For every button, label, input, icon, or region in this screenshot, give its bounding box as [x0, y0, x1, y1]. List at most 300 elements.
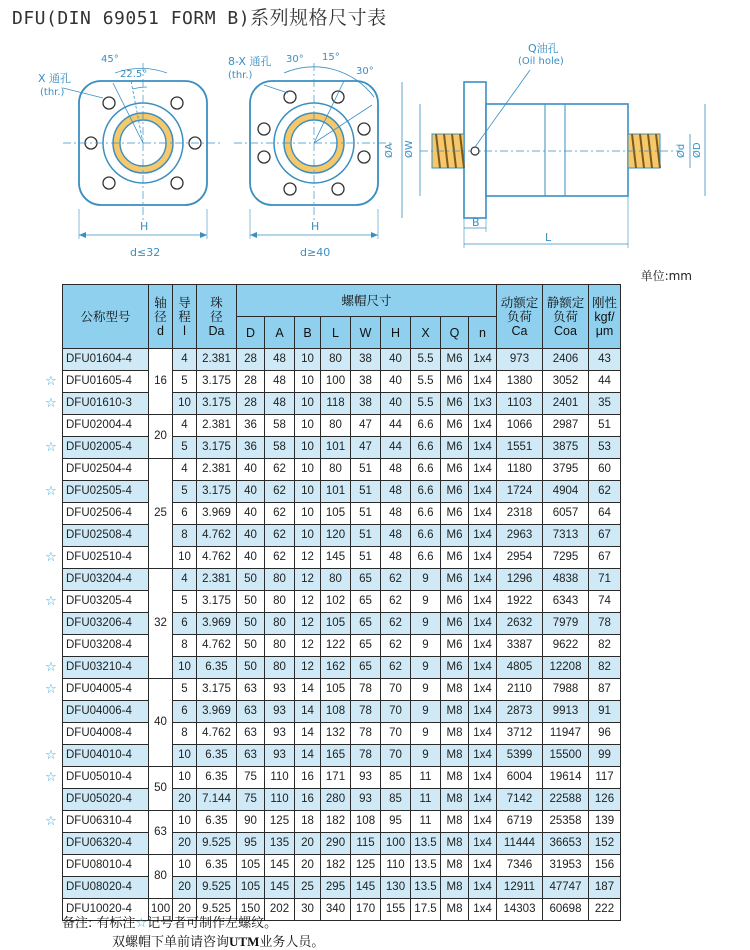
cell-x: 6.6 — [411, 547, 441, 569]
cell-a: 93 — [265, 679, 295, 701]
cell-b: 16 — [295, 789, 321, 811]
cell-w: 78 — [351, 745, 381, 767]
model-cell: DFU02005-4 — [63, 437, 149, 459]
cell-h: 40 — [381, 371, 411, 393]
header-axis: 轴 径 d — [149, 285, 173, 349]
shaft-diameter-cell: 20 — [149, 415, 173, 459]
cell-k: 43 — [589, 349, 621, 371]
cell-l: 105 — [321, 613, 351, 635]
cell-x: 9 — [411, 657, 441, 679]
cell-l: 182 — [321, 855, 351, 877]
cell-x: 9 — [411, 613, 441, 635]
cell-h: 48 — [381, 503, 411, 525]
model-cell: DFU04006-4 — [63, 701, 149, 723]
cell-k: 82 — [589, 635, 621, 657]
cell-q: M6 — [441, 657, 469, 679]
cell-ca: 4805 — [497, 657, 543, 679]
middle-dim-h: H — [311, 220, 320, 233]
flange-drawing-middle — [234, 63, 394, 239]
note-line-2-b: 业务人员。 — [259, 935, 325, 950]
header-k: 刚性 kgf/ μm — [589, 285, 621, 349]
cell-n: 1x4 — [469, 459, 497, 481]
cell-b: 10 — [295, 371, 321, 393]
cell-k: 156 — [589, 855, 621, 877]
cell-n: 1x4 — [469, 679, 497, 701]
cell-w: 108 — [351, 811, 381, 833]
oil-hole-label-en: (Oil hole) — [518, 56, 564, 67]
table-row — [63, 679, 621, 701]
cell-k: 62 — [589, 481, 621, 503]
cell-coa: 9622 — [543, 635, 589, 657]
left-dim-h: H — [140, 220, 149, 233]
cell-q: M8 — [441, 745, 469, 767]
cell-l: 8 — [173, 635, 197, 657]
cell-l: 8 — [173, 723, 197, 745]
table-row — [63, 481, 621, 503]
dim-d-label: Ød — [676, 143, 687, 158]
cell-ca: 1296 — [497, 569, 543, 591]
left-hole-label: X 通孔 — [38, 72, 72, 85]
cell-n: 1x4 — [469, 481, 497, 503]
dim-l-label: L — [545, 231, 552, 244]
table-row — [63, 569, 621, 591]
table-row — [63, 811, 621, 833]
cell-d: 150 — [237, 899, 265, 921]
cell-b: 20 — [295, 833, 321, 855]
cell-b: 16 — [295, 767, 321, 789]
header-nut-w: W — [351, 317, 381, 349]
cell-l: 10 — [173, 547, 197, 569]
cell-h: 62 — [381, 591, 411, 613]
cell-l: 4 — [173, 349, 197, 371]
cell-a: 93 — [265, 701, 295, 723]
cell-l: 5 — [173, 591, 197, 613]
cell-l: 105 — [321, 679, 351, 701]
shaft-diameter-cell: 80 — [149, 855, 173, 899]
cell-da: 4.762 — [197, 525, 237, 547]
cell-n: 1x4 — [469, 569, 497, 591]
cell-q: M8 — [441, 723, 469, 745]
cell-a: 80 — [265, 569, 295, 591]
cell-l: 101 — [321, 481, 351, 503]
cell-d: 63 — [237, 679, 265, 701]
cell-n: 1x4 — [469, 547, 497, 569]
cell-x: 6.6 — [411, 415, 441, 437]
cell-n: 1x4 — [469, 833, 497, 855]
cell-ca: 2963 — [497, 525, 543, 547]
cell-q: M8 — [441, 679, 469, 701]
header-nut-b: B — [295, 317, 321, 349]
cell-l: 340 — [321, 899, 351, 921]
cell-ca: 1103 — [497, 393, 543, 415]
middle-hole-label: 8-X 通孔 — [228, 55, 272, 68]
cell-n: 1x4 — [469, 767, 497, 789]
cell-ca: 2954 — [497, 547, 543, 569]
cell-l: 6 — [173, 613, 197, 635]
cell-da: 9.525 — [197, 877, 237, 899]
cell-q: M6 — [441, 481, 469, 503]
note-line-2-a: 双螺帽下单前请咨询 — [112, 935, 230, 950]
cell-coa: 12208 — [543, 657, 589, 679]
cell-da: 6.35 — [197, 855, 237, 877]
model-cell: DFU02510-4 — [63, 547, 149, 569]
cell-q: M6 — [441, 371, 469, 393]
cell-q: M6 — [441, 437, 469, 459]
header-nut-q: Q — [441, 317, 469, 349]
cell-n: 1x4 — [469, 723, 497, 745]
cell-da: 3.175 — [197, 437, 237, 459]
model-cell: DFU03210-4 — [63, 657, 149, 679]
cell-a: 48 — [265, 349, 295, 371]
note-line-1 — [62, 912, 277, 931]
cell-w: 170 — [351, 899, 381, 921]
cell-k: 78 — [589, 613, 621, 635]
model-cell: DFU01610-3 — [63, 393, 149, 415]
cell-a: 80 — [265, 613, 295, 635]
dim-b-label: B — [472, 216, 480, 229]
cell-l: 5 — [173, 679, 197, 701]
table-row — [63, 701, 621, 723]
left-thread-star-icon: ☆ — [45, 483, 57, 499]
table-row — [63, 613, 621, 635]
table-row — [63, 723, 621, 745]
cell-da: 7.144 — [197, 789, 237, 811]
middle-angle2: 15° — [322, 52, 340, 63]
cell-n: 1x4 — [469, 877, 497, 899]
cell-a: 110 — [265, 767, 295, 789]
cell-h: 70 — [381, 723, 411, 745]
technical-drawings — [0, 30, 750, 265]
cell-d: 50 — [237, 635, 265, 657]
cell-w: 38 — [351, 393, 381, 415]
left-thread-star-icon: ☆ — [45, 769, 57, 785]
cell-l: 182 — [321, 811, 351, 833]
cell-ca: 14303 — [497, 899, 543, 921]
cell-n: 1x4 — [469, 415, 497, 437]
cell-h: 40 — [381, 393, 411, 415]
cell-a: 202 — [265, 899, 295, 921]
left-note: d≤32 — [130, 246, 161, 259]
star-icon: ☆ — [135, 916, 148, 931]
cell-b: 12 — [295, 613, 321, 635]
cell-ca: 1180 — [497, 459, 543, 481]
cell-h: 44 — [381, 415, 411, 437]
cell-h: 44 — [381, 437, 411, 459]
header-nut-n: n — [469, 317, 497, 349]
cell-ca: 1551 — [497, 437, 543, 459]
cell-coa: 4904 — [543, 481, 589, 503]
unit-label: 单位:mm — [640, 269, 692, 283]
cell-coa: 6057 — [543, 503, 589, 525]
cell-k: 99 — [589, 745, 621, 767]
cell-d: 28 — [237, 393, 265, 415]
table-row — [63, 591, 621, 613]
note-line-2 — [112, 931, 324, 950]
cell-x: 6.6 — [411, 481, 441, 503]
cell-k: 60 — [589, 459, 621, 481]
cell-q: M6 — [441, 547, 469, 569]
cell-l: 6 — [173, 503, 197, 525]
model-cell: DFU10020-4 — [63, 899, 149, 921]
header-nut-l: L — [321, 317, 351, 349]
cell-k: 96 — [589, 723, 621, 745]
cell-n: 1x4 — [469, 745, 497, 767]
model-cell: DFU08020-4 — [63, 877, 149, 899]
table-row — [63, 855, 621, 877]
cell-l: 80 — [321, 349, 351, 371]
cell-l: 100 — [321, 371, 351, 393]
cell-b: 12 — [295, 635, 321, 657]
cell-coa: 3052 — [543, 371, 589, 393]
cell-coa: 6343 — [543, 591, 589, 613]
cell-w: 93 — [351, 789, 381, 811]
table-row — [63, 415, 621, 437]
cell-coa: 2987 — [543, 415, 589, 437]
model-cell: DFU04010-4 — [63, 745, 149, 767]
cell-d: 50 — [237, 613, 265, 635]
cell-k: 74 — [589, 591, 621, 613]
cell-d: 63 — [237, 745, 265, 767]
middle-hole-label-en: (thr.) — [228, 70, 253, 81]
cell-d: 36 — [237, 437, 265, 459]
table-row — [63, 657, 621, 679]
cell-l: 20 — [173, 789, 197, 811]
cell-n: 1x4 — [469, 855, 497, 877]
cell-n: 1x4 — [469, 503, 497, 525]
cell-d: 40 — [237, 525, 265, 547]
table-row — [63, 349, 621, 371]
cell-b: 30 — [295, 899, 321, 921]
cell-l: 5 — [173, 481, 197, 503]
cell-q: M6 — [441, 503, 469, 525]
cell-da: 4.762 — [197, 547, 237, 569]
cell-d: 50 — [237, 657, 265, 679]
cell-d: 28 — [237, 349, 265, 371]
cell-l: 4 — [173, 569, 197, 591]
cell-n: 1x4 — [469, 525, 497, 547]
cell-l: 5 — [173, 371, 197, 393]
cell-x: 11 — [411, 767, 441, 789]
cell-a: 145 — [265, 855, 295, 877]
cell-l: 145 — [321, 547, 351, 569]
model-cell: DFU01604-4 — [63, 349, 149, 371]
header-model: 公称型号 — [63, 285, 149, 349]
cell-l: 80 — [321, 459, 351, 481]
left-hole-label-en: (thr.) — [40, 87, 65, 98]
dim-w-label: ØW — [404, 140, 415, 158]
left-thread-star-icon: ☆ — [45, 681, 57, 697]
cell-q: M6 — [441, 591, 469, 613]
cell-da: 9.525 — [197, 833, 237, 855]
cell-a: 135 — [265, 833, 295, 855]
cell-x: 6.6 — [411, 525, 441, 547]
cell-da: 6.35 — [197, 657, 237, 679]
cell-l: 10 — [173, 767, 197, 789]
cell-k: 117 — [589, 767, 621, 789]
cell-da: 3.175 — [197, 591, 237, 613]
cell-ca: 2110 — [497, 679, 543, 701]
header-ball: 珠 径 Da — [197, 285, 237, 349]
cell-l: 20 — [173, 833, 197, 855]
cell-l: 295 — [321, 877, 351, 899]
model-cell: DFU01605-4 — [63, 371, 149, 393]
cell-b: 10 — [295, 503, 321, 525]
cell-h: 48 — [381, 525, 411, 547]
cell-q: M6 — [441, 393, 469, 415]
model-cell: DFU02505-4 — [63, 481, 149, 503]
cell-q: M8 — [441, 877, 469, 899]
table-row — [63, 767, 621, 789]
cell-h: 85 — [381, 767, 411, 789]
cell-d: 28 — [237, 371, 265, 393]
cell-coa: 7295 — [543, 547, 589, 569]
cell-x: 6.6 — [411, 503, 441, 525]
cell-d: 50 — [237, 569, 265, 591]
cell-b: 10 — [295, 437, 321, 459]
left-thread-star-icon: ☆ — [45, 747, 57, 763]
cell-coa: 47747 — [543, 877, 589, 899]
table-row — [63, 547, 621, 569]
cell-ca: 1380 — [497, 371, 543, 393]
cell-k: 139 — [589, 811, 621, 833]
left-angle2: 22.5° — [120, 69, 148, 80]
nut-side-drawing — [402, 70, 705, 248]
cell-k: 44 — [589, 371, 621, 393]
cell-a: 62 — [265, 525, 295, 547]
dim-a-label: ØA — [384, 143, 395, 158]
cell-x: 11 — [411, 811, 441, 833]
cell-da: 3.969 — [197, 613, 237, 635]
table-row — [63, 371, 621, 393]
cell-b: 12 — [295, 547, 321, 569]
cell-ca: 3712 — [497, 723, 543, 745]
cell-l: 4 — [173, 415, 197, 437]
cell-a: 145 — [265, 877, 295, 899]
model-cell: DFU04008-4 — [63, 723, 149, 745]
cell-l: 108 — [321, 701, 351, 723]
cell-x: 9 — [411, 745, 441, 767]
cell-l: 132 — [321, 723, 351, 745]
cell-k: 152 — [589, 833, 621, 855]
model-cell: DFU05020-4 — [63, 789, 149, 811]
model-cell: DFU03208-4 — [63, 635, 149, 657]
oil-hole-label: Q油孔 — [528, 42, 559, 55]
cell-da: 4.762 — [197, 723, 237, 745]
middle-angle1: 30° — [286, 54, 304, 65]
cell-l: 120 — [321, 525, 351, 547]
cell-b: 10 — [295, 481, 321, 503]
cell-ca: 12911 — [497, 877, 543, 899]
cell-l: 290 — [321, 833, 351, 855]
cell-ca: 973 — [497, 349, 543, 371]
cell-ca: 2873 — [497, 701, 543, 723]
cell-x: 13.5 — [411, 877, 441, 899]
cell-coa: 60698 — [543, 899, 589, 921]
cell-k: 91 — [589, 701, 621, 723]
header-nut-x: X — [411, 317, 441, 349]
cell-w: 51 — [351, 503, 381, 525]
cell-da: 2.381 — [197, 569, 237, 591]
page-title — [12, 3, 387, 30]
cell-q: M6 — [441, 525, 469, 547]
cell-ca: 7142 — [497, 789, 543, 811]
table-row — [63, 833, 621, 855]
cell-x: 6.6 — [411, 437, 441, 459]
cell-w: 51 — [351, 547, 381, 569]
cell-d: 105 — [237, 877, 265, 899]
table-row — [63, 525, 621, 547]
cell-a: 58 — [265, 437, 295, 459]
cell-ca: 7346 — [497, 855, 543, 877]
table-row — [63, 459, 621, 481]
cell-w: 125 — [351, 855, 381, 877]
cell-l: 10 — [173, 745, 197, 767]
cell-x: 11 — [411, 789, 441, 811]
cell-d: 105 — [237, 855, 265, 877]
cell-d: 90 — [237, 811, 265, 833]
cell-l: 4 — [173, 459, 197, 481]
cell-ca: 2318 — [497, 503, 543, 525]
cell-da: 3.969 — [197, 701, 237, 723]
cell-b: 10 — [295, 415, 321, 437]
cell-h: 95 — [381, 811, 411, 833]
cell-l: 122 — [321, 635, 351, 657]
cell-b: 10 — [295, 525, 321, 547]
cell-q: M6 — [441, 613, 469, 635]
cell-h: 85 — [381, 789, 411, 811]
cell-d: 40 — [237, 503, 265, 525]
cell-k: 64 — [589, 503, 621, 525]
cell-w: 51 — [351, 525, 381, 547]
spec-table — [62, 284, 621, 921]
cell-b: 14 — [295, 745, 321, 767]
cell-q: M8 — [441, 789, 469, 811]
shaft-diameter-cell: 100 — [149, 899, 173, 921]
cell-ca: 6004 — [497, 767, 543, 789]
cell-da: 3.175 — [197, 371, 237, 393]
cell-w: 65 — [351, 657, 381, 679]
cell-l: 102 — [321, 591, 351, 613]
cell-b: 12 — [295, 591, 321, 613]
cell-n: 1x4 — [469, 789, 497, 811]
cell-l: 20 — [173, 899, 197, 921]
model-cell: DFU02004-4 — [63, 415, 149, 437]
cell-q: M6 — [441, 349, 469, 371]
cell-x: 5.5 — [411, 371, 441, 393]
cell-w: 51 — [351, 459, 381, 481]
cell-w: 93 — [351, 767, 381, 789]
cell-k: 222 — [589, 899, 621, 921]
cell-q: M8 — [441, 811, 469, 833]
spec-table-body — [63, 349, 621, 921]
cell-coa: 7979 — [543, 613, 589, 635]
cell-k: 87 — [589, 679, 621, 701]
cell-coa: 3795 — [543, 459, 589, 481]
shaft-diameter-cell: 16 — [149, 349, 173, 415]
cell-da: 3.175 — [197, 679, 237, 701]
table-row — [63, 393, 621, 415]
cell-x: 6.6 — [411, 459, 441, 481]
cell-coa: 2401 — [543, 393, 589, 415]
left-thread-star-icon: ☆ — [45, 813, 57, 829]
cell-x: 9 — [411, 723, 441, 745]
cell-l: 80 — [321, 569, 351, 591]
model-cell: DFU08010-4 — [63, 855, 149, 877]
cell-n: 1x4 — [469, 349, 497, 371]
cell-l: 5 — [173, 437, 197, 459]
model-cell: DFU02504-4 — [63, 459, 149, 481]
note-line-1-a: 备注: 有标注 — [62, 916, 136, 931]
